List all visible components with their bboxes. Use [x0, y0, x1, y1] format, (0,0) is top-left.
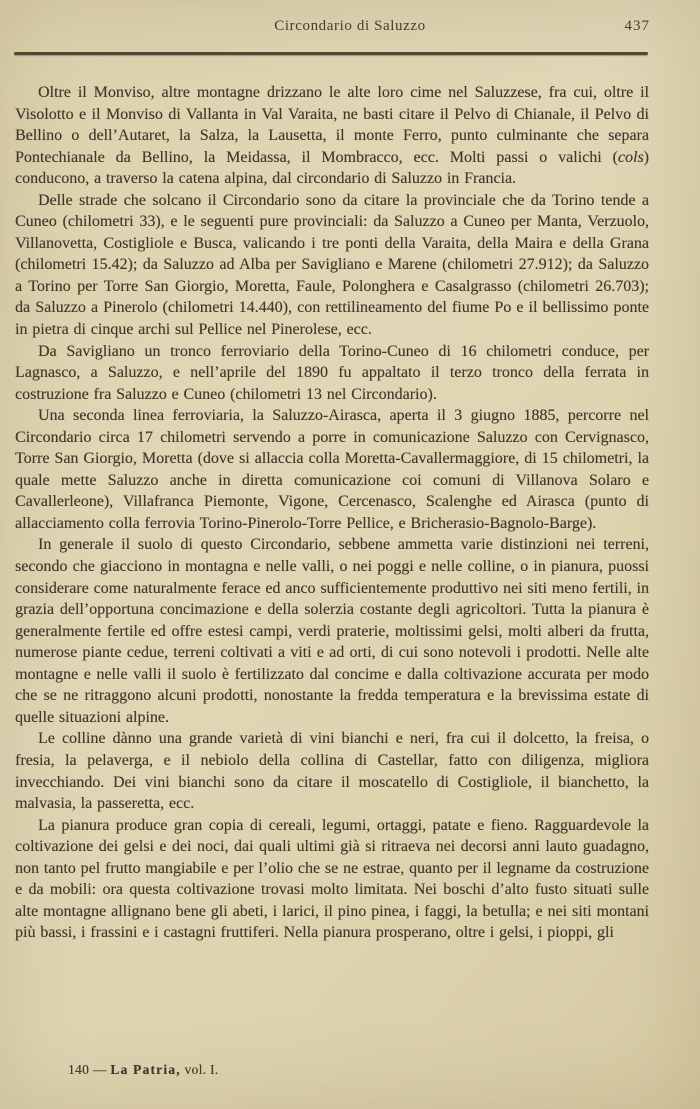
work-title: La Patria,: [110, 1062, 181, 1077]
paragraph-4: Una seconda linea ferroviaria, la Saluzzo-Airasca, aperta il 3 giugno 1885, percorre nel Circondario circa 17 chilometri servendo a porre in comunicazione Saluzzo con Cervignasco, Torre San Giorgio, Moretta (dove si allaccia colla Moretta-Cavallermaggiore, di 15 chilometri, la quale mette Saluzzo anche in diretta comunicazione coi comuni di Villanova Solaro e Cavallerleone), Villafranca Piemonte, Vigone, Cercenasco, Scalenghe ed Airasca (punto di allacciamento colla ferrovia Torino-Pinerolo-Torre Pellice, e Bricherasio-Bagnolo-Barge).: [15, 407, 649, 532]
paragraph-2: Delle strade che solcano il Circondario sono da citare la provinciale che da Torino tende a Cuneo (chilometri 33), e le seguenti pure provinciali: da Saluzzo a Cuneo per Manta, Verzuolo, Villanovetta, Costigliole e Busca, valicando i tre ponti della Varaita, della Maira e della Grana (chilometri 15.42); da Saluzzo ad Alba per Savigliano e Marene (chilometri 27.912); da Saluzzo a Torino per Torre San Giorgio, Moretta, Faule, Polonghera e Casalgrasso (chilometri 26.703); da Saluzzo a Pinerolo (chilometri 14.440), con rettilineamento del fiume Po e il bellissimo ponte in pietra di cinque archi sul Pellice nel Pinerolese, ecc.: [15, 191, 649, 339]
paragraph-1-italic-term: cols: [617, 148, 644, 166]
running-title: Circondario di Saluzzo: [274, 18, 426, 34]
page-header: [0, 18, 700, 42]
page-number: 437: [624, 18, 650, 34]
paragraph-6: Le colline dànno una grande varietà di vini bianchi e neri, fra cui il dolcetto, la freisa, o fresia, la pelaverga, e il nebiolo della collina di Castellar, fatto con diligenza, migliora invecchiando. Dei vini bianchi sono da citare il moscatello di Costigliole, il bianchetto, la malvasia, la passeretta, ecc.: [15, 730, 649, 813]
body-text: [15, 82, 649, 944]
volume-label: vol. I.: [180, 1062, 219, 1077]
paragraph-3: Da Savigliano un tronco ferroviario della Torino-Cuneo di 16 chilometri conduce, per Lagnasco, a Saluzzo, e nell’aprile del 1890 fu appaltato il terzo tronco della ferrata in costruzione fra Saluzzo e Cuneo (chilometri 13 nel Circondario).: [15, 342, 649, 403]
paragraph-1-text-before: Oltre il Monviso, altre montagne drizzano le alte loro cime nel Saluzzese, fra cui, oltre il Visolotto e il Monviso di Vallanta in Val Varaita, ne basti citare il Pelvo di Chianale, il Pelvo di Bellino o dell’Autaret, la Salza, la Lausetta, il monte Ferro, punto culminante che separa Pontechianale da Bellino, la Meidassa, il Mombracco, ecc. Molti passi o valichi (: [15, 84, 649, 166]
paragraph-1-text-after: ) conducono, a traverso la catena alpina, dal circondario di Saluzzo in Francia.: [15, 148, 649, 188]
page-footer: [68, 1062, 218, 1078]
paragraph-1: [15, 82, 649, 190]
paragraph-7: La pianura produce gran copia di cereali, legumi, ortaggi, patate e fieno. Ragguardevole la coltivazione dei gelsi e dei noci, dai quali ultimi già si ritraeva nei decorsi anni lauto guadagno, non tanto pel frutto mangiabile e per l’olio che se ne estrae, quanto per il legname da costruzione e da mobili: ora questa coltivazione trovasi molto limitata. Nei boschi d’alto fusto situati sulle alte montagne allignano bene gli abeti, i larici, il pino pinea, i faggi, la betulla; e nei siti montani più bassi, i frassini e i castagni fruttiferi. Nella pianura prosperano, oltre i gelsi, i pioppi, gli: [15, 816, 649, 942]
signature-number: 140 —: [68, 1062, 111, 1077]
paragraph-5: In generale il suolo di questo Circondario, sebbene ammetta varie distinzioni nei terreni, secondo che giacciono in montagna e nelle valli, o nei poggi e nelle colline, o in pianura, puossi considerare come naturalmente ferace ed anco sufficientemente produttivo nei siti meno fertili, in grazia dell’opportuna concimazione e della solerzia costante degli agricoltori. Tutta la pianura è generalmente fertile ed offre estesi campi, verdi praterie, moltissimi gelsi, molti alberi da frutta, numerose piante cedue, terreni coltivati a viti e ad orti, di cui sono notevoli i prodotti. Nelle alte montagne e nelle valli il suolo è fertilizzato dal concime e dalla coltivazione accurata per modo che se ne ritraggono alcuni prodotti, nonostante la fredda temperatura e la brevissima estate di quelle situazioni alpine.: [15, 536, 649, 726]
header-rule: [14, 52, 648, 55]
